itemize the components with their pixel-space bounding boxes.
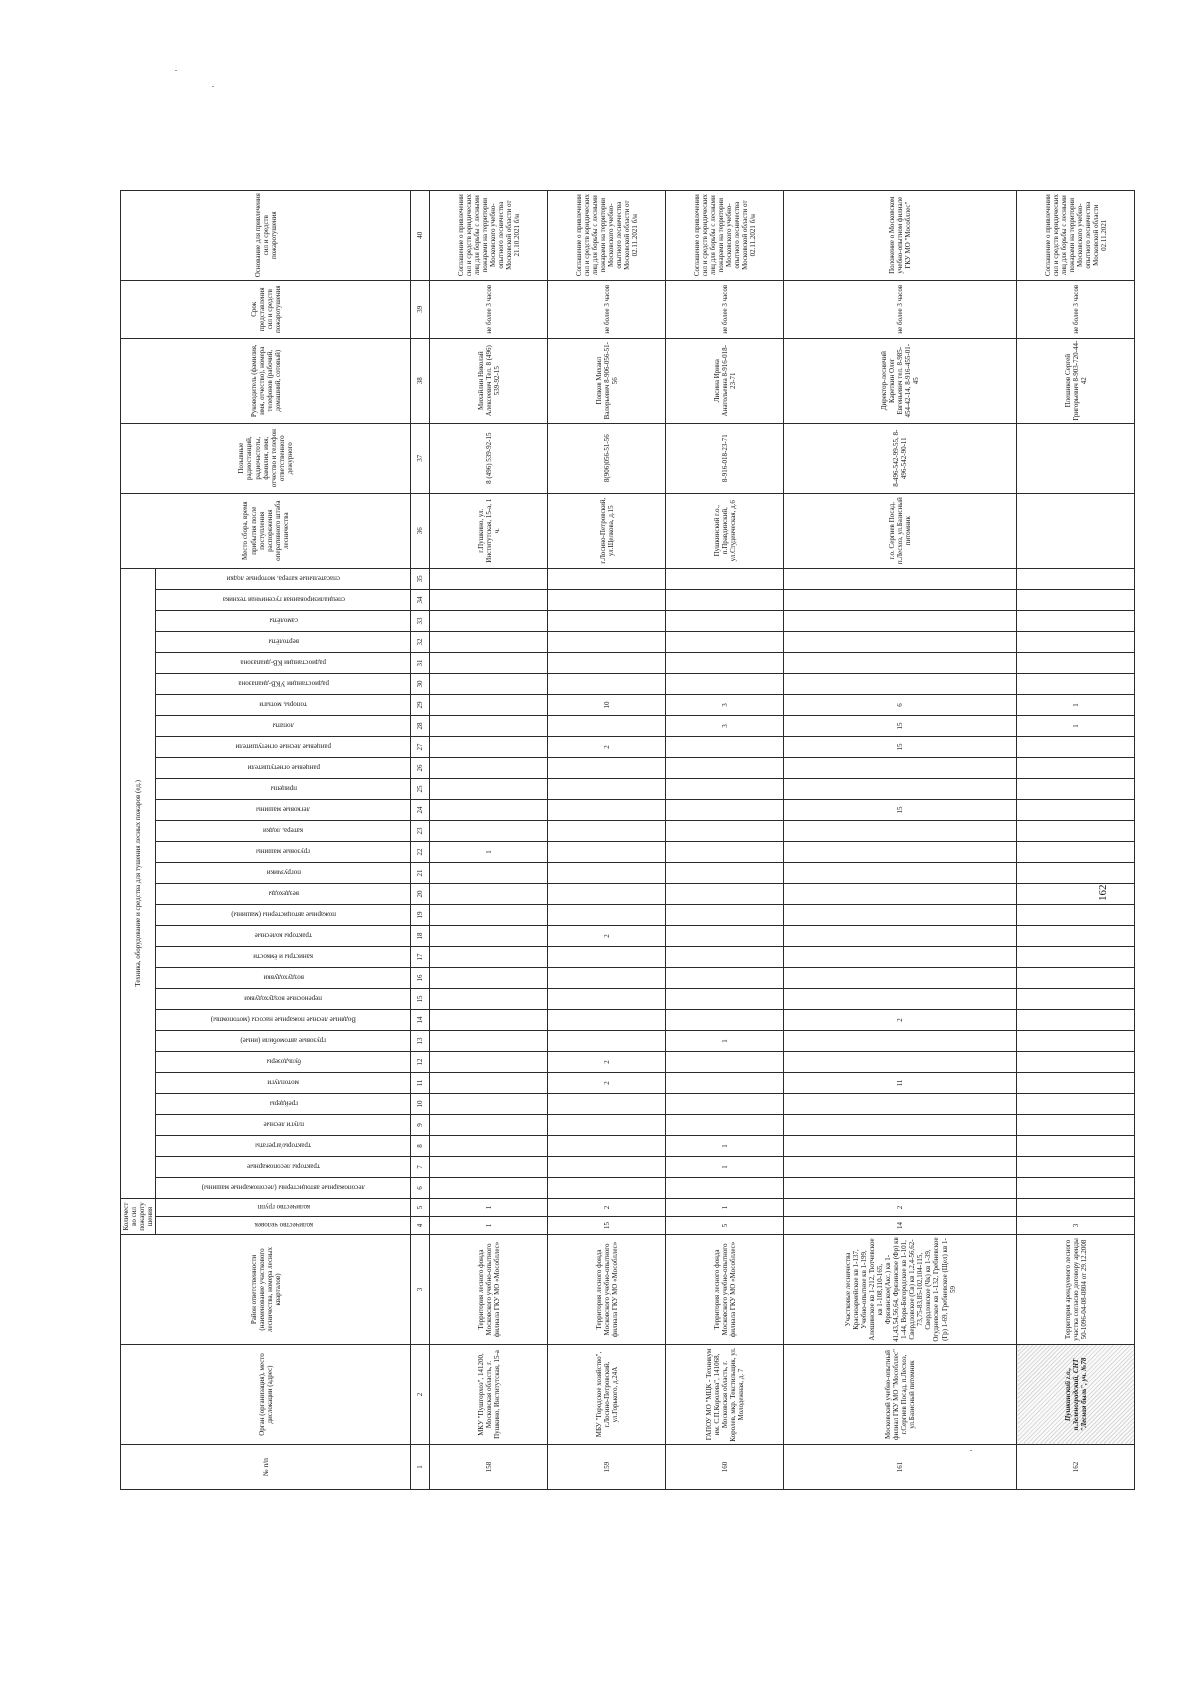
row-equipment-value bbox=[666, 967, 784, 988]
row-equipment-value: 1 bbox=[666, 1156, 784, 1177]
row-equipment-value bbox=[784, 757, 1017, 778]
row-equipment-value bbox=[548, 1156, 666, 1177]
forces-table bbox=[120, 190, 1135, 1490]
row-equipment-value bbox=[548, 1093, 666, 1114]
column-number: 21 bbox=[411, 862, 430, 883]
row-equipment-value bbox=[666, 841, 784, 862]
header-equipment-group: Техника, оборудование и средства для тушения лесных пожаров (ед.) bbox=[121, 568, 156, 1198]
row-equipment-value bbox=[548, 673, 666, 694]
rotated-table-container bbox=[120, 193, 1108, 1490]
header-basis: Основание для привлечения сил и средств пожаротушения bbox=[121, 190, 411, 280]
row-equipment-value bbox=[548, 862, 666, 883]
row-equipment-value: 1 bbox=[666, 1135, 784, 1156]
row-groups-count: 2 bbox=[784, 1198, 1017, 1216]
header-equipment-item: грейдеры bbox=[156, 1093, 411, 1114]
row-equipment-value bbox=[784, 778, 1017, 799]
table-row bbox=[548, 190, 666, 1489]
column-number: 36 bbox=[411, 493, 430, 568]
row-equipment-value bbox=[666, 610, 784, 631]
row-equipment-value: 15 bbox=[784, 736, 1017, 757]
row-equipment-value bbox=[430, 925, 548, 946]
column-number: 5 bbox=[411, 1198, 430, 1216]
row-equipment-value bbox=[784, 1135, 1017, 1156]
column-number: 37 bbox=[411, 423, 430, 493]
row-equipment-value bbox=[430, 1051, 548, 1072]
row-equipment-value: 1 bbox=[666, 1030, 784, 1051]
row-equipment-value bbox=[1017, 1114, 1135, 1135]
table-row bbox=[430, 190, 548, 1489]
row-equipment-value bbox=[666, 631, 784, 652]
row-equipment-value bbox=[1017, 925, 1135, 946]
row-equipment-value bbox=[784, 925, 1017, 946]
row-equipment-value bbox=[1017, 568, 1135, 589]
row-equipment-value: 1 bbox=[1017, 715, 1135, 736]
row-gathering-place: Пушкинский г.о., п.Правдинский, ул.Студенческая, д.6 bbox=[666, 493, 784, 568]
row-equipment-value: 2 bbox=[548, 736, 666, 757]
row-groups-count: 1 bbox=[430, 1198, 548, 1216]
row-equipment-value bbox=[1017, 610, 1135, 631]
row-equipment-value bbox=[430, 652, 548, 673]
row-equipment-value bbox=[430, 820, 548, 841]
row-term: не более 3 часов bbox=[430, 280, 548, 338]
column-number: 30 bbox=[411, 673, 430, 694]
row-equipment-value bbox=[666, 652, 784, 673]
column-number: 28 bbox=[411, 715, 430, 736]
row-equipment-value bbox=[666, 778, 784, 799]
column-number: 12 bbox=[411, 1051, 430, 1072]
row-equipment-value bbox=[548, 1177, 666, 1198]
row-equipment-value bbox=[548, 715, 666, 736]
row-equipment-value bbox=[1017, 1072, 1135, 1093]
column-number: 10 bbox=[411, 1093, 430, 1114]
header-equipment-item: плуги лесные bbox=[156, 1114, 411, 1135]
row-equipment-value: 1 bbox=[1017, 694, 1135, 715]
header-equipment-item: погрузчики bbox=[156, 862, 411, 883]
row-equipment-value bbox=[666, 1009, 784, 1030]
column-number: 18 bbox=[411, 925, 430, 946]
row-equipment-value bbox=[666, 988, 784, 1009]
header-equipment-item: радиостанции УКВ-диапазона bbox=[156, 673, 411, 694]
row-equipment-value bbox=[666, 862, 784, 883]
row-people-count: 3 bbox=[1017, 1217, 1135, 1235]
row-equipment-value bbox=[666, 568, 784, 589]
column-number: 20 bbox=[411, 883, 430, 904]
row-equipment-value bbox=[1017, 1156, 1135, 1177]
header-equipment-item: легковые машины bbox=[156, 799, 411, 820]
row-basis: Соглашение о привлечении сил и средств юридических лиц для борьбы с лесными пожарами на территории Московского учебно-опытного лесничества Московской области от 02.11.2021 б/н bbox=[666, 190, 784, 280]
row-equipment-value bbox=[548, 1114, 666, 1135]
row-radio-duty bbox=[1017, 423, 1135, 493]
row-groups-count: 2 bbox=[548, 1198, 666, 1216]
header-equipment-item: грузовые автомобили (иные) bbox=[156, 1030, 411, 1051]
row-equipment-value bbox=[430, 1156, 548, 1177]
row-number: 161 bbox=[784, 1445, 1017, 1490]
row-equipment-value bbox=[430, 988, 548, 1009]
row-equipment-value bbox=[784, 652, 1017, 673]
row-equipment-value bbox=[548, 883, 666, 904]
row-equipment-value: 2 bbox=[548, 1051, 666, 1072]
row-equipment-value bbox=[666, 673, 784, 694]
row-equipment-value bbox=[430, 673, 548, 694]
row-equipment-value: 2 bbox=[784, 1009, 1017, 1030]
table-row bbox=[784, 190, 1017, 1489]
row-equipment-value bbox=[784, 988, 1017, 1009]
row-equipment-value bbox=[666, 757, 784, 778]
column-number: 7 bbox=[411, 1156, 430, 1177]
column-number: 26 bbox=[411, 757, 430, 778]
row-equipment-value bbox=[1017, 1051, 1135, 1072]
row-equipment-value bbox=[666, 1093, 784, 1114]
row-equipment-value bbox=[666, 883, 784, 904]
row-equipment-value: 1 bbox=[430, 841, 548, 862]
header-term: Срок представления сил и средств пожаротушения bbox=[121, 280, 411, 338]
row-equipment-value bbox=[666, 1072, 784, 1093]
row-equipment-value bbox=[548, 988, 666, 1009]
row-equipment-value bbox=[430, 883, 548, 904]
row-equipment-value bbox=[430, 967, 548, 988]
header-equipment-item: пожарные автоцистерны (машины) bbox=[156, 904, 411, 925]
row-equipment-value bbox=[548, 778, 666, 799]
column-number: 4 bbox=[411, 1217, 430, 1235]
row-organization: Пушкинский г.о., п.Зеленоградский, СНТ "Лесная быль", уч. №78 bbox=[1017, 1345, 1135, 1445]
row-equipment-value bbox=[784, 589, 1017, 610]
header-row-group bbox=[121, 190, 156, 1489]
row-equipment-value bbox=[1017, 1093, 1135, 1114]
row-equipment-value: 2 bbox=[548, 925, 666, 946]
row-equipment-value bbox=[548, 631, 666, 652]
row-equipment-value bbox=[430, 1009, 548, 1030]
header-equipment-item: самолёты bbox=[156, 610, 411, 631]
header-equipment-item: специализированная гусеничная техника bbox=[156, 589, 411, 610]
row-equipment-value bbox=[784, 631, 1017, 652]
row-equipment-value bbox=[430, 610, 548, 631]
row-equipment-value bbox=[666, 736, 784, 757]
row-people-count: 5 bbox=[666, 1217, 784, 1235]
row-head-contact: Михайлин Николай Алексеевич Тел. 8 (496) 539-92-15 bbox=[430, 338, 548, 423]
row-equipment-value bbox=[1017, 1030, 1135, 1051]
row-equipment-value bbox=[1017, 652, 1135, 673]
header-equipment-item: топоры, мотыги bbox=[156, 694, 411, 715]
row-equipment-value bbox=[784, 883, 1017, 904]
row-equipment-value bbox=[430, 778, 548, 799]
column-number: 2 bbox=[411, 1345, 430, 1445]
row-equipment-value bbox=[784, 673, 1017, 694]
row-equipment-value bbox=[784, 1114, 1017, 1135]
header-equipment-item: ранцевые огнетушители bbox=[156, 757, 411, 778]
header-head-contact: Руководитель (фамилия, имя, отчество), номера телефонов (рабочий, домашний, сотовый) bbox=[121, 338, 411, 423]
header-equipment-item: мотоплуги bbox=[156, 1072, 411, 1093]
row-people-count: 14 bbox=[784, 1217, 1017, 1235]
header-equipment-item: ранцевые лесные огнетушители bbox=[156, 736, 411, 757]
row-equipment-value bbox=[548, 820, 666, 841]
row-equipment-value bbox=[430, 589, 548, 610]
row-responsibility-area: Территория лесного фонда Московского учебно-опытного филиала ГКУ МО «Мособллес» bbox=[666, 1235, 784, 1345]
row-term: не более 3 часов bbox=[1017, 280, 1135, 338]
row-equipment-value bbox=[784, 904, 1017, 925]
column-number: 19 bbox=[411, 904, 430, 925]
row-equipment-value bbox=[548, 946, 666, 967]
row-equipment-value bbox=[430, 631, 548, 652]
row-equipment-value bbox=[784, 1177, 1017, 1198]
row-equipment-value bbox=[548, 967, 666, 988]
row-term: не более 3 часов bbox=[666, 280, 784, 338]
row-basis: Соглашение о привлечении сил и средств юридических лиц для борьбы с лесными пожарами на территории Московского учебно-опытного лесничества Московской области от 21.10.2021 б/н bbox=[430, 190, 548, 280]
column-number: 35 bbox=[411, 568, 430, 589]
row-equipment-value bbox=[548, 610, 666, 631]
header-equipment-item: тракторы/агрегаты bbox=[156, 1135, 411, 1156]
column-number: 6 bbox=[411, 1177, 430, 1198]
row-equipment-value bbox=[1017, 841, 1135, 862]
row-equipment-value bbox=[430, 1135, 548, 1156]
row-equipment-value bbox=[784, 568, 1017, 589]
row-equipment-value bbox=[1017, 988, 1135, 1009]
column-number: 40 bbox=[411, 190, 430, 280]
row-head-contact: Попков Михаил Валерьевич 8-906-056-51-56 bbox=[548, 338, 666, 423]
header-equipment-item: переносные воздуходувки bbox=[156, 988, 411, 1009]
row-equipment-value bbox=[666, 1177, 784, 1198]
row-equipment-value bbox=[548, 652, 666, 673]
row-head-contact: Лисина Ирина Анатольевна 8-916-018-23-71 bbox=[666, 338, 784, 423]
row-equipment-value bbox=[430, 1093, 548, 1114]
header-equipment-item: вертолёты bbox=[156, 631, 411, 652]
column-number: 11 bbox=[411, 1072, 430, 1093]
header-equipment-item: тракторы колесные bbox=[156, 925, 411, 946]
row-equipment-value: 15 bbox=[784, 799, 1017, 820]
column-number: 34 bbox=[411, 589, 430, 610]
row-number: 158 bbox=[430, 1445, 548, 1490]
column-number: 22 bbox=[411, 841, 430, 862]
column-number: 1 bbox=[411, 1445, 430, 1490]
column-number: 38 bbox=[411, 338, 430, 423]
row-equipment-value bbox=[784, 946, 1017, 967]
header-people-count: количество человек bbox=[156, 1217, 411, 1235]
page-number: 162 bbox=[1097, 884, 1109, 901]
column-number: 39 bbox=[411, 280, 430, 338]
row-equipment-value bbox=[784, 610, 1017, 631]
header-equipment-item: грузовые машины bbox=[156, 841, 411, 862]
row-equipment-value bbox=[548, 1135, 666, 1156]
row-term: не более 3 часов bbox=[784, 280, 1017, 338]
row-equipment-value bbox=[666, 925, 784, 946]
row-equipment-value bbox=[1017, 631, 1135, 652]
row-equipment-value bbox=[548, 841, 666, 862]
row-equipment-value: 11 bbox=[784, 1072, 1017, 1093]
row-radio-duty: 8(906)056-51-56 bbox=[548, 423, 666, 493]
row-equipment-value bbox=[548, 589, 666, 610]
row-basis: Соглашение о привлечении сил и средств юридических лиц для борьбы с лесными пожарами на территории Московского учебно-опытного лесничества Московской области 02.11.2021 bbox=[1017, 190, 1135, 280]
row-equipment-value bbox=[784, 1051, 1017, 1072]
row-organization: Московский учебно-опытный филиал ГКУ МО "Мособллес" г.Сергиев Посад, п.Лесхоз, ул.Базисный питомник bbox=[784, 1345, 1017, 1445]
column-number: 29 bbox=[411, 694, 430, 715]
row-radio-duty: 8 (496) 539-92-15 bbox=[430, 423, 548, 493]
header-equipment-item: канистры и ёмкости bbox=[156, 946, 411, 967]
row-equipment-value bbox=[784, 820, 1017, 841]
column-number: 8 bbox=[411, 1135, 430, 1156]
row-head-contact: Директор-лесничий Кареткин Олег Евгеньевич тел. 8-985-454-42-14, 8-916-455-01-45 bbox=[784, 338, 1017, 423]
header-groups-count: количество групп bbox=[156, 1198, 411, 1216]
row-organization: МКУ "Пушгорхоз", 141200, Московская область, г. Пушкино, Институтская, 15-а bbox=[430, 1345, 548, 1445]
row-equipment-value bbox=[430, 1072, 548, 1093]
row-gathering-place bbox=[1017, 493, 1135, 568]
row-organization: МБУ "Городское хозяйство", г.Лосино-Петровский, ул.Горького, д.24А bbox=[548, 1345, 666, 1445]
row-equipment-value bbox=[666, 904, 784, 925]
row-equipment-value bbox=[430, 1030, 548, 1051]
page-number-wrapper bbox=[1088, 880, 1118, 920]
row-number: 162 bbox=[1017, 1445, 1135, 1490]
row-radio-duty: 8-496-542-99-55, 8-496-542-90-11 bbox=[784, 423, 1017, 493]
header-equipment-item: Водяные лесные пожарные насосы (мотопомпы) bbox=[156, 1009, 411, 1030]
row-equipment-value bbox=[666, 820, 784, 841]
header-equipment-item: бульдозеры bbox=[156, 1051, 411, 1072]
row-gathering-place: г.о. Сергиев Посад, п.Лесхоз, ул.Базисный питомник bbox=[784, 493, 1017, 568]
row-equipment-value bbox=[430, 694, 548, 715]
header-equipment-item: прицепы bbox=[156, 778, 411, 799]
column-number: 27 bbox=[411, 736, 430, 757]
row-equipment-value bbox=[548, 757, 666, 778]
row-number: 160 bbox=[666, 1445, 784, 1490]
row-responsibility-area: Территория лесного фонда Московского учебно-опытного филиала ГКУ МО «Мособллес» bbox=[430, 1235, 548, 1345]
row-equipment-value bbox=[666, 946, 784, 967]
header-equipment-item: тракторы лесопожарные bbox=[156, 1156, 411, 1177]
header-number: № п/п bbox=[121, 1445, 411, 1490]
row-gathering-place: г.Лосино-Петровский, ул.Щелкова, д.15 bbox=[548, 493, 666, 568]
row-equipment-value bbox=[784, 1030, 1017, 1051]
row-equipment-value: 10 bbox=[548, 694, 666, 715]
column-number: 23 bbox=[411, 820, 430, 841]
row-equipment-value bbox=[1017, 589, 1135, 610]
row-equipment-value bbox=[430, 736, 548, 757]
row-equipment-value bbox=[430, 1114, 548, 1135]
row-people-count: 15 bbox=[548, 1217, 666, 1235]
row-responsibility-area: Территория лесного фонда Московского учебно-опытного филиала ГКУ МО «Мособллес» bbox=[548, 1235, 666, 1345]
row-number: 159 bbox=[548, 1445, 666, 1490]
row-groups-count bbox=[1017, 1198, 1135, 1216]
header-gathering-place: Место сбора, время прибытия после поступления распоряжения оперативного штаба лесничества bbox=[121, 493, 411, 568]
header-organization: Орган (организация), место дислокации (адрес) bbox=[121, 1345, 411, 1445]
row-equipment-value bbox=[430, 757, 548, 778]
column-number: 9 bbox=[411, 1114, 430, 1135]
row-equipment-value bbox=[1017, 967, 1135, 988]
header-equipment-item: радиостанции КВ-диапазона bbox=[156, 652, 411, 673]
row-basis: Соглашение о привлечении сил и средств юридических лиц для борьбы с лесными пожарами на территории Московского учебно-опытного лесничества Московской области от 02.11.2021 б/н bbox=[548, 190, 666, 280]
column-number: 14 bbox=[411, 1009, 430, 1030]
row-equipment-value bbox=[548, 904, 666, 925]
row-equipment-value: 15 bbox=[784, 715, 1017, 736]
row-equipment-value bbox=[430, 1177, 548, 1198]
row-organization: ГАПОУ МО "МЦК - Техникум им. С.П.Королева", 141068, Московская область, г. Королев, мкр. Текстильщик, ул. Молодежная, д. 7 bbox=[666, 1345, 784, 1445]
row-equipment-value bbox=[548, 1030, 666, 1051]
column-number: 31 bbox=[411, 652, 430, 673]
row-equipment-value bbox=[430, 715, 548, 736]
row-equipment-value bbox=[784, 967, 1017, 988]
row-equipment-value bbox=[430, 946, 548, 967]
row-equipment-value bbox=[548, 799, 666, 820]
row-equipment-value bbox=[1017, 778, 1135, 799]
row-equipment-value bbox=[1017, 673, 1135, 694]
row-equipment-value bbox=[1017, 820, 1135, 841]
row-equipment-value bbox=[666, 1114, 784, 1135]
row-equipment-value bbox=[666, 799, 784, 820]
row-basis: Положение о Московском учебно-опытном филиале ГКУ МО "Мособллес" bbox=[784, 190, 1017, 280]
header-radio-duty: Позывные радиостанций, радиочастоты, фамилия, имя, отчество и телефон ответственного дежурного bbox=[121, 423, 411, 493]
row-responsibility-area: Территория арендуемого лесного участка согласно договору аренды 50-1096-04-08-0804 от 29.12.2008 bbox=[1017, 1235, 1135, 1345]
row-head-contact: Плешиков Сергей Григорьевич 8-903-720-44-42 bbox=[1017, 338, 1135, 423]
row-equipment-value bbox=[1017, 1135, 1135, 1156]
row-equipment-value bbox=[548, 568, 666, 589]
table-row bbox=[666, 190, 784, 1489]
header-equipment-item: воздуходувки bbox=[156, 967, 411, 988]
row-equipment-value bbox=[666, 1051, 784, 1072]
row-equipment-value bbox=[548, 1009, 666, 1030]
column-number: 15 bbox=[411, 988, 430, 1009]
scan-speck bbox=[212, 86, 214, 87]
row-equipment-value: 3 bbox=[666, 694, 784, 715]
row-people-count: 1 bbox=[430, 1217, 548, 1235]
row-equipment-value bbox=[1017, 1009, 1135, 1030]
row-equipment-value bbox=[666, 589, 784, 610]
row-radio-duty: 8-916-018-23-71 bbox=[666, 423, 784, 493]
header-equipment-item: катера, лодки bbox=[156, 820, 411, 841]
header-responsibility-area: Район ответственности (наименование участкового лесничества, номера лесных кварталов) bbox=[121, 1235, 411, 1345]
row-equipment-value bbox=[430, 799, 548, 820]
row-equipment-value bbox=[1017, 799, 1135, 820]
row-equipment-value bbox=[784, 862, 1017, 883]
header-equipment-item: лесопожарные автоцистерны (лесопожарные машины) bbox=[156, 1177, 411, 1198]
row-equipment-value: 6 bbox=[784, 694, 1017, 715]
row-gathering-place: г.Пушкино, ул. Институтская, 15-а, 1 ч. bbox=[430, 493, 548, 568]
column-number-row bbox=[411, 190, 430, 1489]
row-equipment-value: 3 bbox=[666, 715, 784, 736]
header-forces-group: Количество сил пожаротушения bbox=[121, 1198, 156, 1234]
row-equipment-value bbox=[784, 841, 1017, 862]
column-number: 33 bbox=[411, 610, 430, 631]
header-equipment-item: лопаты bbox=[156, 715, 411, 736]
column-number: 17 bbox=[411, 946, 430, 967]
row-equipment-value: 2 bbox=[548, 1072, 666, 1093]
row-equipment-value bbox=[784, 1093, 1017, 1114]
column-number: 25 bbox=[411, 778, 430, 799]
header-equipment-item: спасательные катера, моторные лодки bbox=[156, 568, 411, 589]
row-groups-count: 1 bbox=[666, 1198, 784, 1216]
row-equipment-value bbox=[784, 1156, 1017, 1177]
row-equipment-value bbox=[430, 862, 548, 883]
scan-speck bbox=[970, 1450, 972, 1451]
row-responsibility-area: Участковые лесничества Красноармейское кв 1-137, Учебно-опытное кв 1-199, Алешинское кв 1-212, Тютчевское кв 1-108,110-165, Фрязинское(Акс.) кв 1-41,43,54,56,64, Фрязинское (Фр) кв 1-44, Воря-Богородское кв 1-101, Свердловское (Св) кв 1,2,4-56,62-73,75-83,85-102,104-115, Свердловское (Чк) кв 1-39, Огудневское кв 1-132, Гребневское (Гр) 1-69, Гребневское (Щел) кв 1-59 bbox=[784, 1235, 1017, 1345]
row-term: не более 3 часов bbox=[548, 280, 666, 338]
header-equipment-item: вездеходы bbox=[156, 883, 411, 904]
row-equipment-value bbox=[430, 568, 548, 589]
column-number: 13 bbox=[411, 1030, 430, 1051]
row-equipment-value bbox=[1017, 757, 1135, 778]
table-row bbox=[1017, 190, 1135, 1489]
row-equipment-value bbox=[1017, 736, 1135, 757]
row-equipment-value bbox=[1017, 1177, 1135, 1198]
column-number: 16 bbox=[411, 967, 430, 988]
column-number: 24 bbox=[411, 799, 430, 820]
scan-speck bbox=[175, 70, 177, 71]
row-equipment-value bbox=[430, 904, 548, 925]
column-number: 32 bbox=[411, 631, 430, 652]
column-number: 3 bbox=[411, 1235, 430, 1345]
row-equipment-value bbox=[1017, 946, 1135, 967]
